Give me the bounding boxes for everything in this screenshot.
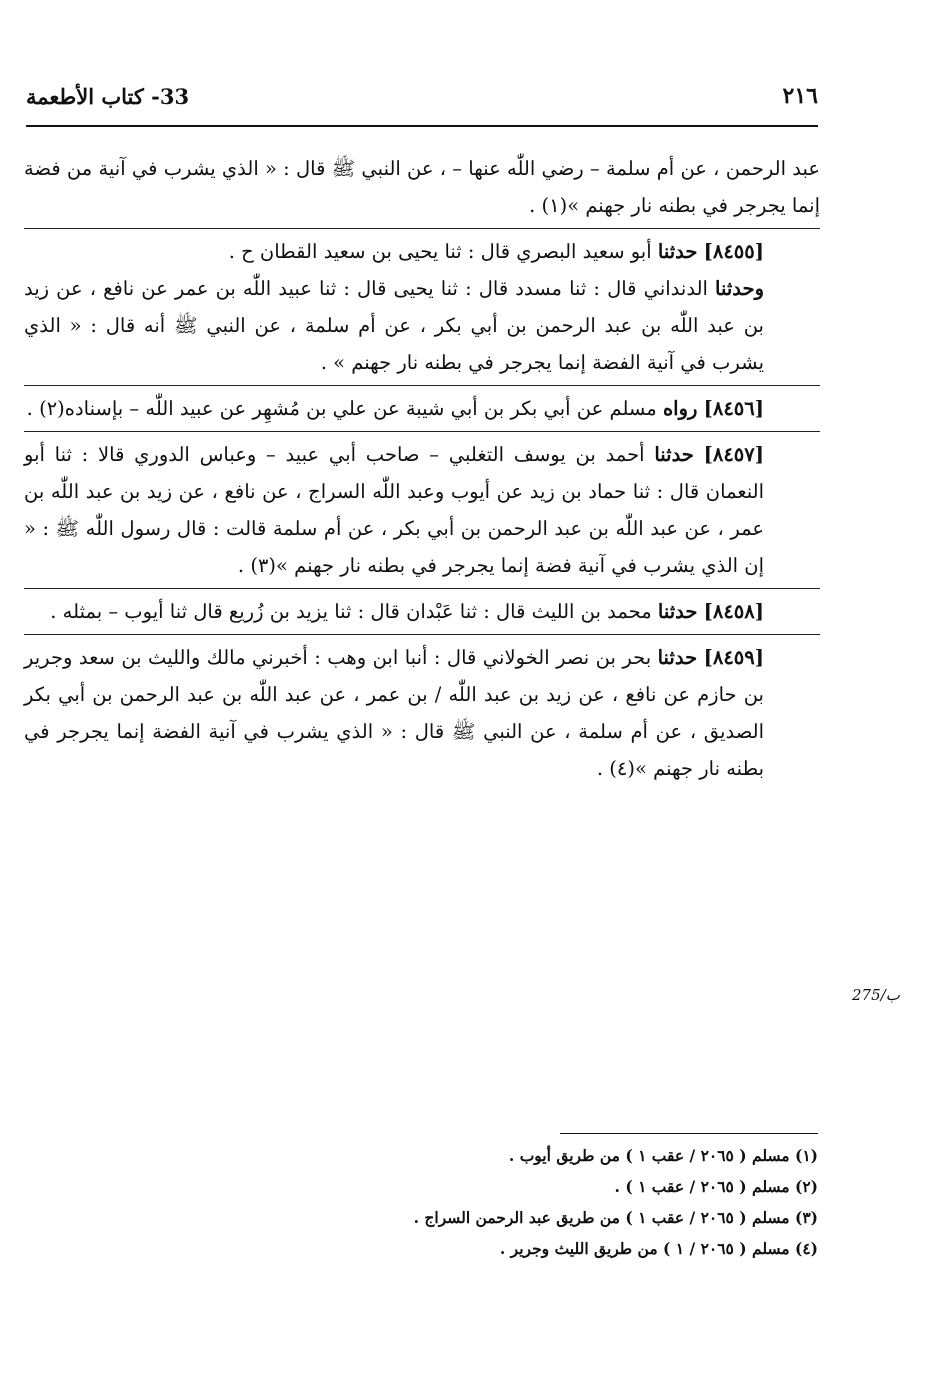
manuscript-folio-note: 275/ب (852, 986, 900, 1004)
hadith-lead: حدثنا (657, 646, 698, 669)
footnotes (26, 1140, 818, 1264)
paragraph-text: محمد بن الليث قال : ثنا عَبْدان قال : ثنا يزيد بن زُريع قال ثنا أيوب – بمثله . (50, 600, 652, 623)
main-text (24, 150, 820, 787)
header-rule (26, 125, 818, 127)
paragraph-text: عبد الرحمن ، عن أم سلمة – رضي اللّٰه عنها – ، عن النبي ﷺ قال : « الذي يشرب في آنية من فضة إنما يجرجر في بطنه نار جهنم »(١) . (24, 157, 820, 217)
paragraph-text: بحر بن نصر الخولاني قال : أنبا ابن وهب : أخبرني مالك والليث بن سعد وجرير بن حازم عن نافع ، عن زيد بن عبد اللّٰه / بن عمر ، عن عبد اللّٰه بن عبد الرحمن بن أبي بكر الصديق ، عن أم سلمة ، عن النبي ﷺ قال : « الذي يشرب في آنية الفضة إنما يجرجر في بطنه نار جهنم »(٤) . (24, 646, 764, 780)
hadith-paragraph (24, 634, 820, 787)
hadith-number: [٨٤٥٨] (703, 600, 764, 623)
footnote-rule (560, 1133, 818, 1134)
hadith-lead: وحدثنا (715, 277, 765, 300)
paragraph-text: الدنداني قال : ثنا مسدد قال : ثنا يحيى قال : ثنا عبيد اللّٰه بن عمر عن نافع ، عن زيد بن عبد اللّٰه بن عبد الرحمن بن أبي بكر ، عن أم سلمة ، عن النبي ﷺ أنه قال : « الذي يشرب في آنية الفضة إنما يجرجر في بطنه نار جهنم » . (24, 277, 764, 374)
hadith-paragraph (24, 588, 820, 630)
chapter-title: 33- كتاب الأطعمة (26, 83, 190, 109)
hadith-paragraph (24, 385, 820, 427)
hadith-lead: حدثنا (654, 443, 694, 466)
hadith-lead: حدثنا (657, 240, 698, 263)
paragraph (24, 150, 820, 224)
paragraph-text: أبو سعيد البصري قال : ثنا يحيى بن سعيد القطان ح . (228, 240, 652, 263)
footnote: (٣) مسلم ( ٢٠٦٥ / عقب ١ ) من طريق عبد الرحمن السراج . (413, 1208, 818, 1227)
hadith-paragraph (24, 270, 820, 381)
paragraph-text: مسلم عن أبي بكر بن أبي شيبة عن علي بن مُشهِر عن عبيد اللّٰه – بإسناده(٢) . (26, 397, 657, 420)
page-header (26, 76, 818, 116)
footnote: (٢) مسلم ( ٢٠٦٥ / عقب ١ ) . (614, 1177, 818, 1196)
hadith-lead: رواه (662, 397, 698, 420)
hadith-paragraph (24, 431, 820, 584)
paragraph-text: أحمد بن يوسف التغلبي – صاحب أبي عبيد – وعباس الدوري قالا : ثنا أبو النعمان قال : ثنا حماد بن زيد عن أيوب وعبد اللّٰه السراج ، عن نافع ، عن زيد بن عبد اللّٰه بن عمر ، عن عبد اللّٰه بن عبد الرحمن بن أبي بكر ، عن أم سلمة قالت : قال رسول اللّٰه ﷺ : « إن الذي يشرب في آنية فضة إنما يجرجر في بطنه نار جهنم »(٣) . (24, 443, 764, 577)
hadith-number: [٨٤٥٦] (703, 397, 764, 420)
hadith-number: [٨٤٥٥] (703, 240, 764, 263)
footnote: (٤) مسلم ( ٢٠٦٥ / ١ ) من طريق الليث وجرير . (499, 1239, 818, 1258)
page-number: ٢١٦ (782, 83, 818, 109)
hadith-paragraph (24, 228, 820, 270)
hadith-lead: حدثنا (657, 600, 698, 623)
footnote: (١) مسلم ( ٢٠٦٥ / عقب ١ ) من طريق أيوب . (508, 1146, 818, 1165)
hadith-number: [٨٤٥٩] (703, 646, 764, 669)
hadith-number: [٨٤٥٧] (703, 443, 764, 466)
